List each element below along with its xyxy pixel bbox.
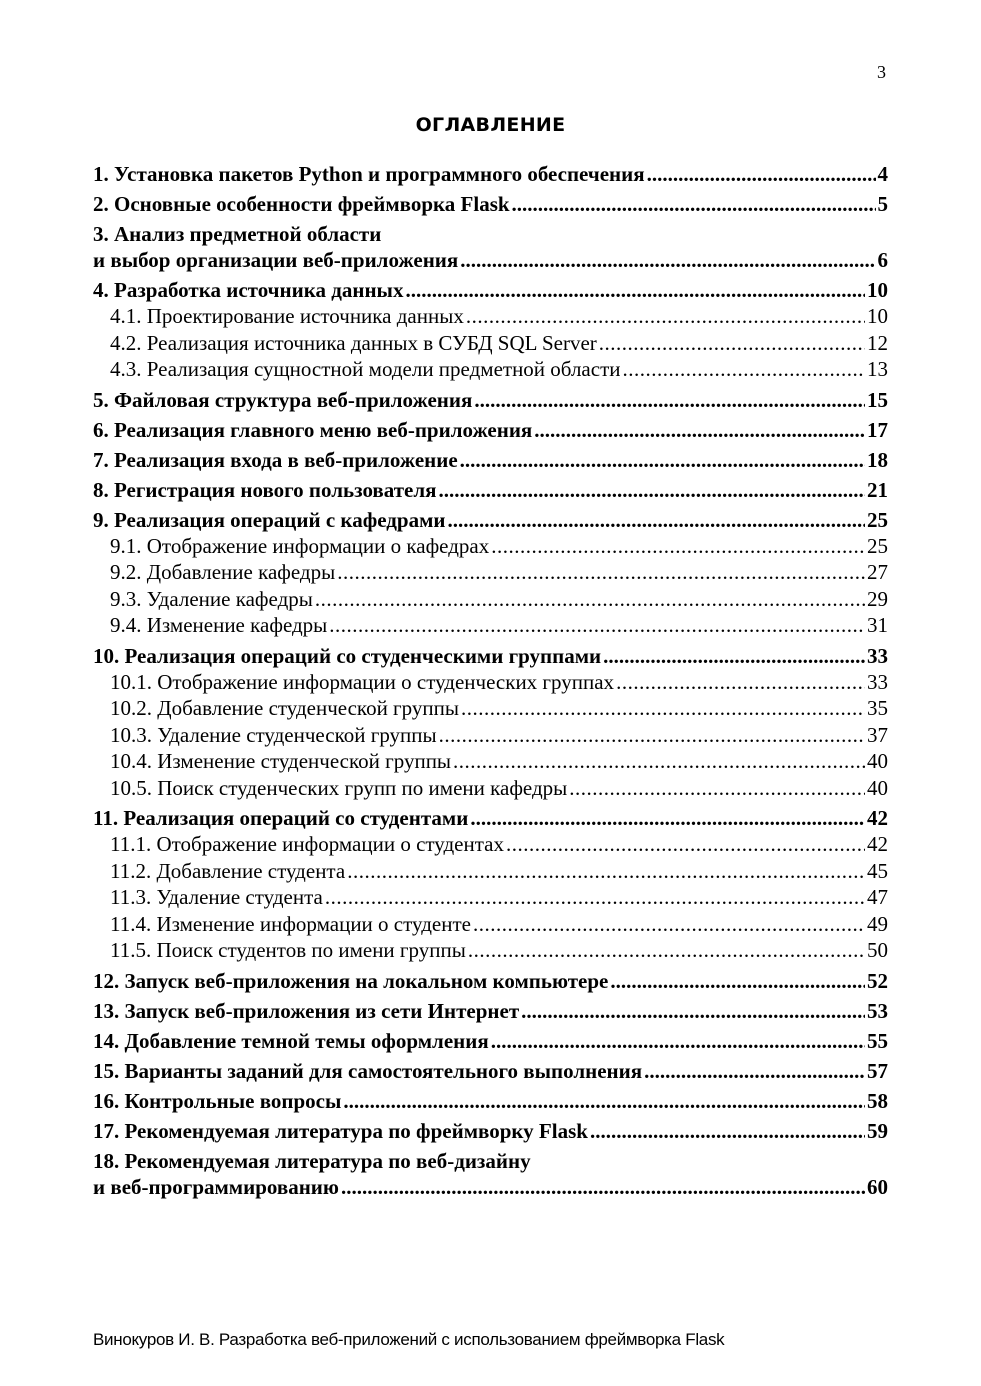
toc-entry-page: 58 bbox=[867, 1088, 888, 1113]
dot-leader bbox=[341, 1174, 865, 1200]
toc-entry-title: 10.3. Удаление студенческой группы bbox=[110, 722, 437, 747]
toc-entry-page: 15 bbox=[867, 387, 888, 412]
dot-leader bbox=[491, 533, 865, 560]
toc-subentry[interactable] bbox=[93, 612, 888, 639]
toc-entry[interactable] bbox=[93, 1118, 888, 1144]
toc-entry[interactable] bbox=[93, 968, 888, 994]
toc-entry-title: 10.2. Добавление студенческой группы bbox=[110, 696, 459, 720]
toc-entry-page: 57 bbox=[867, 1058, 888, 1083]
toc-entry[interactable] bbox=[93, 1088, 888, 1114]
toc-entry-line1[interactable] bbox=[93, 1148, 888, 1174]
dot-leader bbox=[603, 643, 865, 669]
toc-entry-title: 15. Варианты заданий для самостоятельного выполнения bbox=[93, 1058, 643, 1083]
toc-entry-page: 25 bbox=[867, 533, 888, 558]
toc-entry[interactable] bbox=[93, 191, 888, 217]
toc-entry-title: 5. Файловая структура веб-приложения bbox=[93, 387, 473, 412]
dot-leader bbox=[466, 303, 865, 330]
toc-entry-title: и веб-программированию bbox=[93, 1174, 339, 1199]
dot-leader bbox=[439, 477, 865, 503]
toc-entry-page: 40 bbox=[867, 775, 888, 800]
toc-entry-title: 9.2. Добавление кафедры bbox=[110, 560, 336, 584]
dot-leader bbox=[329, 612, 865, 639]
dot-leader bbox=[460, 447, 865, 473]
page-footer: Винокуров И. В. Разработка веб-приложений с использованием фреймворка Flask bbox=[93, 1330, 725, 1349]
toc-entry[interactable] bbox=[93, 998, 888, 1024]
toc-entry-title: 11.2. Добавление студента bbox=[110, 858, 346, 883]
dot-leader bbox=[337, 559, 865, 586]
dot-leader bbox=[405, 277, 865, 303]
toc-entry-title: 8. Регистрация нового пользователя bbox=[93, 477, 437, 502]
toc-entry-page: 42 bbox=[867, 806, 888, 830]
toc-entry[interactable] bbox=[93, 447, 888, 473]
dot-leader bbox=[474, 387, 865, 413]
toc-entry-title: 6. Реализация главного меню веб-приложения bbox=[93, 417, 533, 442]
toc-entry-page: 13 bbox=[867, 357, 888, 381]
toc-subentry[interactable] bbox=[93, 748, 888, 775]
toc-subentry[interactable] bbox=[93, 831, 888, 858]
toc-subentry[interactable] bbox=[93, 858, 888, 885]
toc-entry-title: 11.1. Отображение информации о студентах bbox=[110, 832, 504, 856]
dot-leader bbox=[460, 247, 875, 273]
toc-entry-title: 4.3. Реализация сущностной модели предметной области bbox=[110, 357, 621, 381]
toc-entry-page: 33 bbox=[867, 643, 888, 668]
toc-subentry[interactable] bbox=[93, 533, 888, 560]
toc-title: ОГЛАВЛЕНИЕ bbox=[415, 114, 566, 136]
toc-entry[interactable] bbox=[93, 161, 888, 187]
toc-entry-page: 29 bbox=[867, 586, 888, 611]
toc-entry-page: 10 bbox=[867, 304, 888, 328]
dot-leader bbox=[325, 884, 865, 911]
toc-entry-title: 7. Реализация входа в веб-приложение bbox=[93, 447, 458, 472]
toc-entry[interactable] bbox=[93, 1058, 888, 1084]
toc-entry-page: 21 bbox=[867, 477, 888, 502]
toc-entry[interactable] bbox=[93, 387, 888, 413]
toc-entry[interactable] bbox=[93, 1028, 888, 1054]
toc-entry-title: 3. Анализ предметной области bbox=[93, 222, 382, 246]
toc-entry-title: 9.4. Изменение кафедры bbox=[110, 613, 328, 637]
toc-subentry[interactable] bbox=[93, 586, 888, 613]
toc-entry[interactable] bbox=[93, 643, 888, 669]
toc-subentry[interactable] bbox=[93, 559, 888, 586]
toc-entry-line2[interactable] bbox=[93, 247, 888, 273]
toc-entry-page: 40 bbox=[867, 749, 888, 773]
toc-entry-page: 10 bbox=[867, 278, 888, 302]
toc-subentry[interactable] bbox=[93, 911, 888, 938]
toc-entry[interactable] bbox=[93, 477, 888, 503]
dot-leader bbox=[315, 586, 865, 613]
toc-entry-page: 5 bbox=[877, 192, 888, 216]
toc-entry-title: 11. Реализация операций со студентами bbox=[93, 806, 469, 830]
dot-leader bbox=[453, 748, 865, 775]
page-number: 3 bbox=[877, 62, 886, 82]
toc-entry-page: 35 bbox=[867, 696, 888, 720]
toc-subentry[interactable] bbox=[93, 884, 888, 911]
dot-leader bbox=[569, 775, 865, 802]
toc-entry-title: 14. Добавление темной темы оформления bbox=[93, 1028, 489, 1053]
toc-entry-page: 6 bbox=[877, 248, 888, 272]
toc-entry-page: 18 bbox=[867, 447, 888, 472]
toc-entry-title: 11.4. Изменение информации о студенте bbox=[110, 911, 471, 936]
toc-subentry[interactable] bbox=[93, 722, 888, 749]
toc-entry-line2[interactable] bbox=[93, 1174, 888, 1200]
toc-subentry[interactable] bbox=[93, 330, 888, 357]
dot-leader bbox=[599, 330, 865, 357]
toc-entry-page: 53 bbox=[867, 998, 888, 1023]
dot-leader bbox=[473, 911, 865, 938]
toc-subentry[interactable] bbox=[93, 775, 888, 802]
dot-leader bbox=[447, 507, 865, 533]
dot-leader bbox=[534, 417, 865, 443]
toc-entry-page: 4 bbox=[877, 162, 888, 186]
table-of-contents bbox=[93, 161, 888, 1200]
toc-entry-title: 11.3. Удаление студента bbox=[110, 885, 323, 909]
toc-entry-page: 42 bbox=[867, 832, 888, 856]
dot-leader bbox=[347, 858, 865, 885]
toc-entry-title: 2. Основные особенности фреймворка Flask bbox=[93, 192, 510, 216]
toc-entry-title: 16. Контрольные вопросы bbox=[93, 1088, 342, 1113]
dot-leader bbox=[506, 831, 865, 858]
toc-entry-page: 47 bbox=[867, 885, 888, 909]
toc-subentry[interactable] bbox=[93, 303, 888, 330]
toc-entry-page: 49 bbox=[867, 911, 888, 936]
dot-leader bbox=[610, 968, 865, 994]
toc-entry[interactable] bbox=[93, 417, 888, 443]
toc-entry-page: 59 bbox=[867, 1118, 888, 1143]
toc-entry[interactable] bbox=[93, 507, 888, 533]
toc-entry-title: 18. Рекомендуемая литература по веб-дизайну bbox=[93, 1148, 531, 1173]
dot-leader bbox=[491, 1028, 865, 1054]
toc-entry-title: 4. Разработка источника данных bbox=[93, 278, 404, 302]
toc-entry-title: 10.5. Поиск студенческих групп по имени кафедры bbox=[110, 775, 568, 800]
toc-entry-title: 9.1. Отображение информации о кафедрах bbox=[110, 533, 490, 558]
dot-leader bbox=[616, 669, 865, 696]
toc-entry-page: 45 bbox=[867, 858, 888, 883]
dot-leader bbox=[512, 191, 876, 217]
toc-entry-title: 1. Установка пакетов Python и программного обеспечения bbox=[93, 162, 645, 186]
dot-leader bbox=[343, 1088, 865, 1114]
toc-entry-page: 50 bbox=[867, 938, 888, 962]
toc-entry-page: 17 bbox=[867, 417, 888, 442]
dot-leader bbox=[590, 1118, 865, 1144]
toc-entry-title: 4.2. Реализация источника данных в СУБД SQL Server bbox=[110, 330, 597, 355]
toc-entry-title: 9. Реализация операций с кафедрами bbox=[93, 507, 446, 532]
toc-entry-title: 10.1. Отображение информации о студенческих группах bbox=[110, 669, 615, 694]
toc-entry-page: 37 bbox=[867, 722, 888, 747]
toc-entry-title: 12. Запуск веб-приложения на локальном компьютере bbox=[93, 968, 609, 993]
toc-entry-title: 10. Реализация операций со студенческими группами bbox=[93, 643, 602, 668]
toc-entry-line1[interactable] bbox=[93, 221, 888, 247]
toc-entry-page: 33 bbox=[867, 669, 888, 694]
dot-leader bbox=[468, 937, 865, 964]
toc-entry-page: 12 bbox=[867, 330, 888, 355]
dot-leader bbox=[521, 998, 865, 1024]
dot-leader bbox=[647, 161, 876, 187]
toc-entry-title: 4.1. Проектирование источника данных bbox=[110, 304, 464, 328]
toc-subentry[interactable] bbox=[93, 937, 888, 964]
toc-subentry[interactable] bbox=[93, 695, 888, 722]
toc-entry-page: 55 bbox=[867, 1028, 888, 1053]
toc-entry-title: 10.4. Изменение студенческой группы bbox=[110, 749, 452, 773]
toc-entry[interactable] bbox=[93, 277, 888, 303]
toc-entry-page: 31 bbox=[867, 613, 888, 637]
dot-leader bbox=[470, 805, 865, 831]
toc-entry-title: и выбор организации веб-приложения bbox=[93, 248, 459, 272]
toc-entry-page: 25 bbox=[867, 507, 888, 532]
toc-entry-title: 13. Запуск веб-приложения из сети Интернет bbox=[93, 998, 520, 1023]
toc-entry-title: 11.5. Поиск студентов по имени группы bbox=[110, 938, 466, 962]
toc-entry-title: 17. Рекомендуемая литература по фреймворку Flask bbox=[93, 1118, 588, 1143]
dot-leader bbox=[644, 1058, 865, 1084]
toc-subentry[interactable] bbox=[93, 669, 888, 696]
toc-subentry[interactable] bbox=[93, 356, 888, 383]
dot-leader bbox=[623, 356, 866, 383]
toc-entry-page: 52 bbox=[867, 968, 888, 993]
dot-leader bbox=[439, 722, 865, 749]
toc-entry[interactable] bbox=[93, 805, 888, 831]
dot-leader bbox=[461, 695, 865, 722]
toc-entry-page: 60 bbox=[867, 1174, 888, 1199]
toc-entry-title: 9.3. Удаление кафедры bbox=[110, 586, 313, 611]
toc-entry-page: 27 bbox=[867, 560, 888, 584]
